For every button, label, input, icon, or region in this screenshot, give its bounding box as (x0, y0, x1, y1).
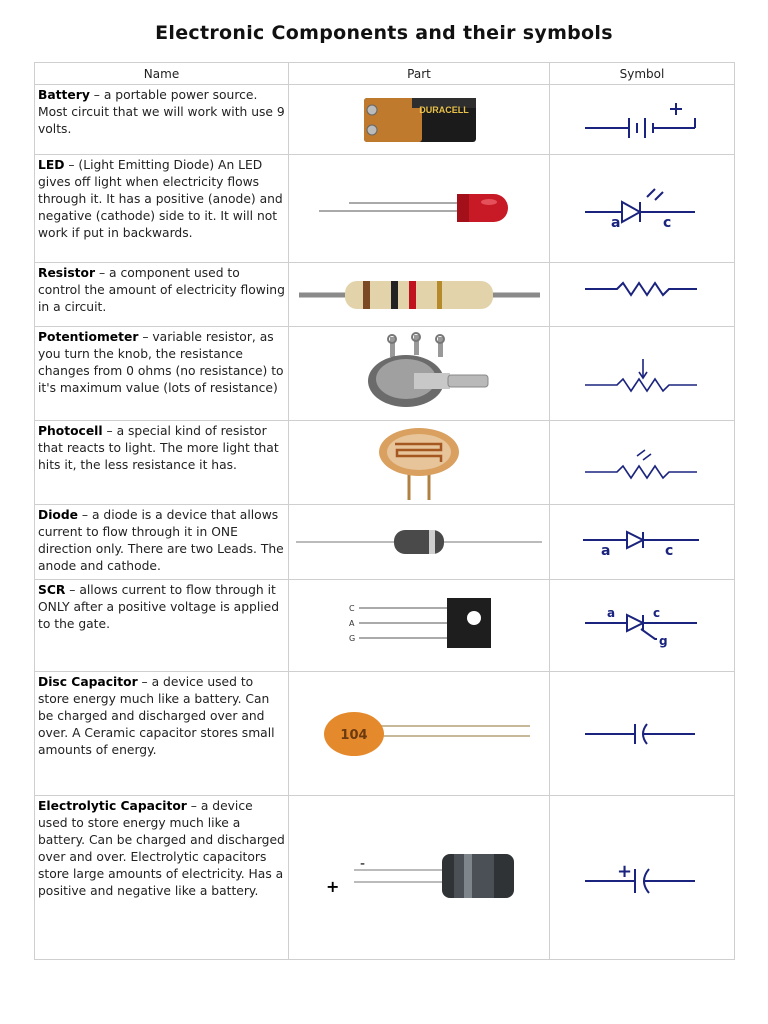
header-symbol: Symbol (550, 63, 735, 85)
component-description: – variable resistor, as you turn the knob, the resistance changes from 0 ohms (no resistance) to it's maximum value (lots of resistance) (38, 330, 284, 395)
symbol-cell (550, 155, 735, 263)
component-name: Battery (38, 88, 90, 102)
component-name: Potentiometer (38, 330, 139, 344)
photocell-icon (369, 424, 469, 502)
component-cell (35, 421, 289, 505)
header-name: Name (35, 63, 289, 85)
scr-gate-label: g (659, 633, 668, 648)
symbol-cell (550, 263, 735, 327)
electrolytic-negative-label: - (360, 855, 366, 872)
component-name: Photocell (38, 424, 103, 438)
component-cell (35, 263, 289, 327)
component-description: – a component used to control the amount of electricity flowing in a circuit. (38, 266, 285, 314)
diode-anode-label: a (601, 543, 611, 559)
part-cell (289, 263, 550, 327)
diode-icon (294, 524, 544, 560)
component-description: – a device used to store energy much like a battery. Can be charged and discharged over and over. Electrolytic capacitors store large amounts of electricity. Has a positive and negative like a battery. (38, 799, 285, 898)
scr-cathode-label: c (653, 605, 661, 620)
component-description: – allows current to flow through it ONLY after a positive voltage is applied to the gate. (38, 583, 280, 631)
scr-anode-label: a (607, 605, 616, 620)
component-name: LED (38, 158, 65, 172)
table-row (35, 580, 735, 672)
part-cell (289, 672, 550, 796)
part-cell (289, 580, 550, 672)
component-name: Electrolytic Capacitor (38, 799, 187, 813)
electrolytic-symbol-positive-label: + (617, 860, 633, 882)
table-header-row (35, 63, 735, 85)
symbol-cell (550, 672, 735, 796)
potentiometer-icon (344, 331, 494, 417)
led-cathode-label: c (663, 214, 672, 231)
component-cell (35, 580, 289, 672)
table-row (35, 85, 735, 155)
electrolytic-capacitor-symbol-icon (577, 853, 707, 903)
symbol-cell (550, 505, 735, 580)
symbol-cell (550, 580, 735, 672)
resistor-icon (297, 275, 542, 315)
part-cell (289, 85, 550, 155)
table-row (35, 421, 735, 505)
electrolytic-capacitor-icon (304, 848, 534, 908)
component-cell (35, 85, 289, 155)
part-cell (289, 421, 550, 505)
scr-gate-pin-label: G (349, 633, 356, 643)
table-row (35, 327, 735, 421)
part-cell (289, 155, 550, 263)
table-row (35, 263, 735, 327)
component-name: Disc Capacitor (38, 675, 138, 689)
component-cell (35, 796, 289, 960)
battery-brand-label: DURACELL (419, 104, 469, 115)
part-cell (289, 505, 550, 580)
led-icon (309, 184, 529, 234)
resistor-symbol-icon (577, 275, 707, 315)
table-row (35, 505, 735, 580)
photocell-symbol-icon (577, 438, 707, 488)
symbol-cell (550, 421, 735, 505)
scr-icon (329, 596, 509, 656)
led-anode-label: a (611, 214, 621, 231)
component-cell (35, 327, 289, 421)
page-title: Electronic Components and their symbols (155, 22, 613, 44)
components-table (34, 62, 735, 960)
component-cell (35, 505, 289, 580)
symbol-cell (550, 327, 735, 421)
diode-cathode-label: c (665, 543, 674, 559)
table-row (35, 672, 735, 796)
component-description: – a device used to store energy much like a battery. Can be charged and discharged over and over. A Ceramic capacitor stores small amounts of energy. (38, 675, 275, 757)
table-row (35, 796, 735, 960)
disc-capacitor-code-label: 104 (340, 727, 368, 743)
component-name: SCR (38, 583, 66, 597)
symbol-cell (550, 85, 735, 155)
part-cell (289, 796, 550, 960)
part-cell (289, 327, 550, 421)
header-part: Part (289, 63, 550, 85)
potentiometer-symbol-icon (577, 349, 707, 399)
component-cell (35, 155, 289, 263)
diode-symbol-icon (577, 522, 707, 562)
capacitor-symbol-icon (577, 714, 707, 754)
scr-symbol-icon (577, 601, 707, 651)
component-name: Resistor (38, 266, 96, 280)
disc-capacitor-icon (304, 704, 534, 764)
component-name: Diode (38, 508, 79, 522)
led-symbol-icon (577, 179, 707, 239)
component-cell (35, 672, 289, 796)
electrolytic-positive-label: + (326, 876, 340, 896)
component-description: – a portable power source. Most circuit that we will work with use 9 volts. (38, 88, 285, 136)
component-description: – a diode is a device that allows current to flow through it in ONE direction only. There are two Leads. The anode and cathode. (38, 508, 284, 573)
table-row (35, 155, 735, 263)
component-description: – (Light Emitting Diode) An LED gives off light when electricity flows through it. It has a positive (anode) and negative (cathode) side to it. It will not work if put in backwards. (38, 158, 283, 240)
scr-anode-pin-label: A (349, 618, 355, 628)
battery-symbol-icon (577, 95, 707, 145)
scr-cathode-pin-label: C (349, 603, 355, 613)
component-description: – a special kind of resistor that reacts to light. The more light that hits it, the less resistance it has. (38, 424, 279, 472)
battery-9v-icon (354, 90, 484, 150)
symbol-cell (550, 796, 735, 960)
